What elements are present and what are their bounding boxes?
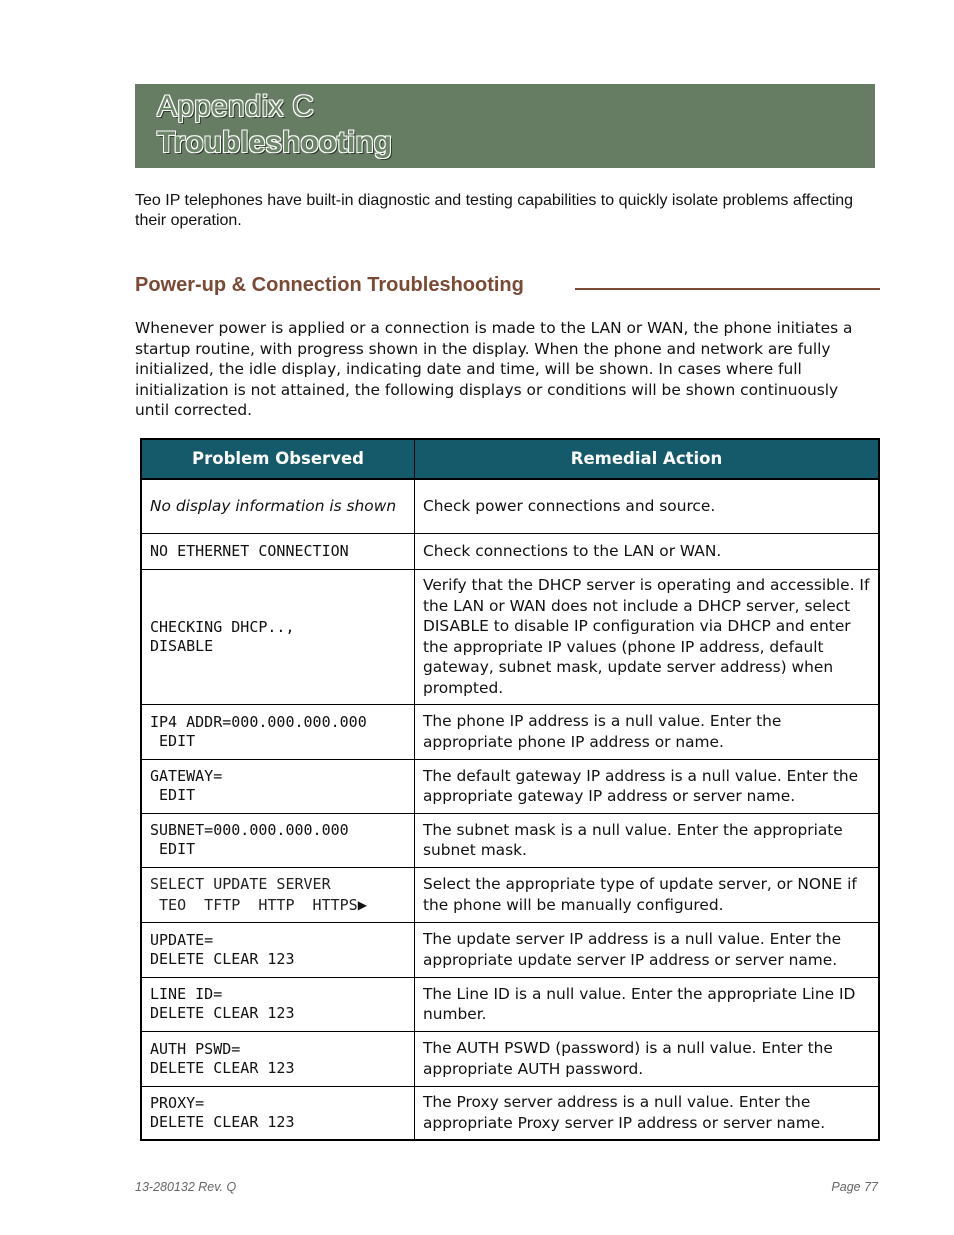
page-title: Troubleshooting bbox=[157, 126, 392, 159]
action-cell: The update server IP address is a null value. Enter the appropriate update server IP address or server name. bbox=[415, 922, 880, 977]
action-cell: The default gateway IP address is a null value. Enter the appropriate gateway IP address or server name. bbox=[415, 759, 880, 813]
problem-cell: CHECKING DHCP.., DISABLE bbox=[141, 569, 415, 704]
problem-cell bbox=[141, 867, 415, 922]
problem-cell: UPDATE= DELETE CLEAR 123 bbox=[141, 922, 415, 977]
problem-cell: GATEWAY= EDIT bbox=[141, 759, 415, 813]
problem-cell: No display information is shown bbox=[141, 479, 415, 533]
problem-cell: PROXY= DELETE CLEAR 123 bbox=[141, 1086, 415, 1140]
action-cell: Check power connections and source. bbox=[415, 479, 880, 533]
section-title: Power-up & Connection Troubleshooting bbox=[135, 274, 524, 296]
table-row bbox=[141, 533, 879, 569]
body-paragraph: Whenever power is applied or a connection is made to the LAN or WAN, the phone initiates a startup routine, with progress shown in the display. When the phone and network are fully initialized, the idle display, indicating date and time, will be shown. In cases where full initialization is not attained, the following displays or conditions will be shown continuously until corrected. bbox=[135, 319, 853, 419]
action-cell: The phone IP address is a null value. Enter the appropriate phone IP address or name. bbox=[415, 704, 880, 759]
footer-page-number: Page 77 bbox=[831, 1180, 878, 1194]
table-row bbox=[141, 813, 879, 867]
action-cell: The Proxy server address is a null value. Enter the appropriate Proxy server IP address or server name. bbox=[415, 1086, 880, 1140]
problem-cell: NO ETHERNET CONNECTION bbox=[141, 533, 415, 569]
header-action: Remedial Action bbox=[415, 439, 880, 479]
table-row bbox=[141, 569, 879, 704]
table-row bbox=[141, 977, 879, 1031]
problem-cell: IP4 ADDR=000.000.000.000 EDIT bbox=[141, 704, 415, 759]
intro-paragraph: Teo IP telephones have built-in diagnostic and testing capabilities to quickly isolate problems affecting their operation. bbox=[135, 192, 854, 229]
section-heading bbox=[135, 274, 880, 304]
table-row bbox=[141, 479, 879, 533]
problem-cell: LINE ID= DELETE CLEAR 123 bbox=[141, 977, 415, 1031]
right-arrow-icon: ▶ bbox=[357, 897, 367, 912]
action-cell: Select the appropriate type of update server, or NONE if the phone will be manually configured. bbox=[415, 867, 880, 922]
section-rule bbox=[575, 288, 880, 290]
problem-cell: SUBNET=000.000.000.000 EDIT bbox=[141, 813, 415, 867]
footer-doc-number: 13-280132 Rev. Q bbox=[135, 1180, 237, 1194]
table-row bbox=[141, 704, 879, 759]
action-cell: The AUTH PSWD (password) is a null value. Enter the appropriate AUTH password. bbox=[415, 1031, 880, 1086]
appendix-label: Appendix C bbox=[157, 90, 315, 123]
table-row bbox=[141, 922, 879, 977]
table-row bbox=[141, 867, 879, 922]
problem-cell: AUTH PSWD= DELETE CLEAR 123 bbox=[141, 1031, 415, 1086]
table-row bbox=[141, 1031, 879, 1086]
table-row bbox=[141, 1086, 879, 1140]
action-cell: The subnet mask is a null value. Enter the appropriate subnet mask. bbox=[415, 813, 880, 867]
action-cell: The Line ID is a null value. Enter the appropriate Line ID number. bbox=[415, 977, 880, 1031]
action-cell: Verify that the DHCP server is operating and accessible. If the LAN or WAN does not include a DHCP server, select DISABLE to disable IP configuration via DHCP and enter the appropriate IP values (phone IP address, default gateway, subnet mask, update server address) when prompted. bbox=[415, 569, 880, 704]
problem-text: SELECT UPDATE SERVER TEO TFTP HTTP HTTPS bbox=[150, 875, 358, 914]
appendix-banner bbox=[135, 84, 875, 168]
header-problem: Problem Observed bbox=[141, 439, 415, 479]
table-header-row bbox=[141, 439, 879, 479]
action-cell: Check connections to the LAN or WAN. bbox=[415, 533, 880, 569]
troubleshooting-table bbox=[140, 438, 880, 1141]
table-row bbox=[141, 759, 879, 813]
